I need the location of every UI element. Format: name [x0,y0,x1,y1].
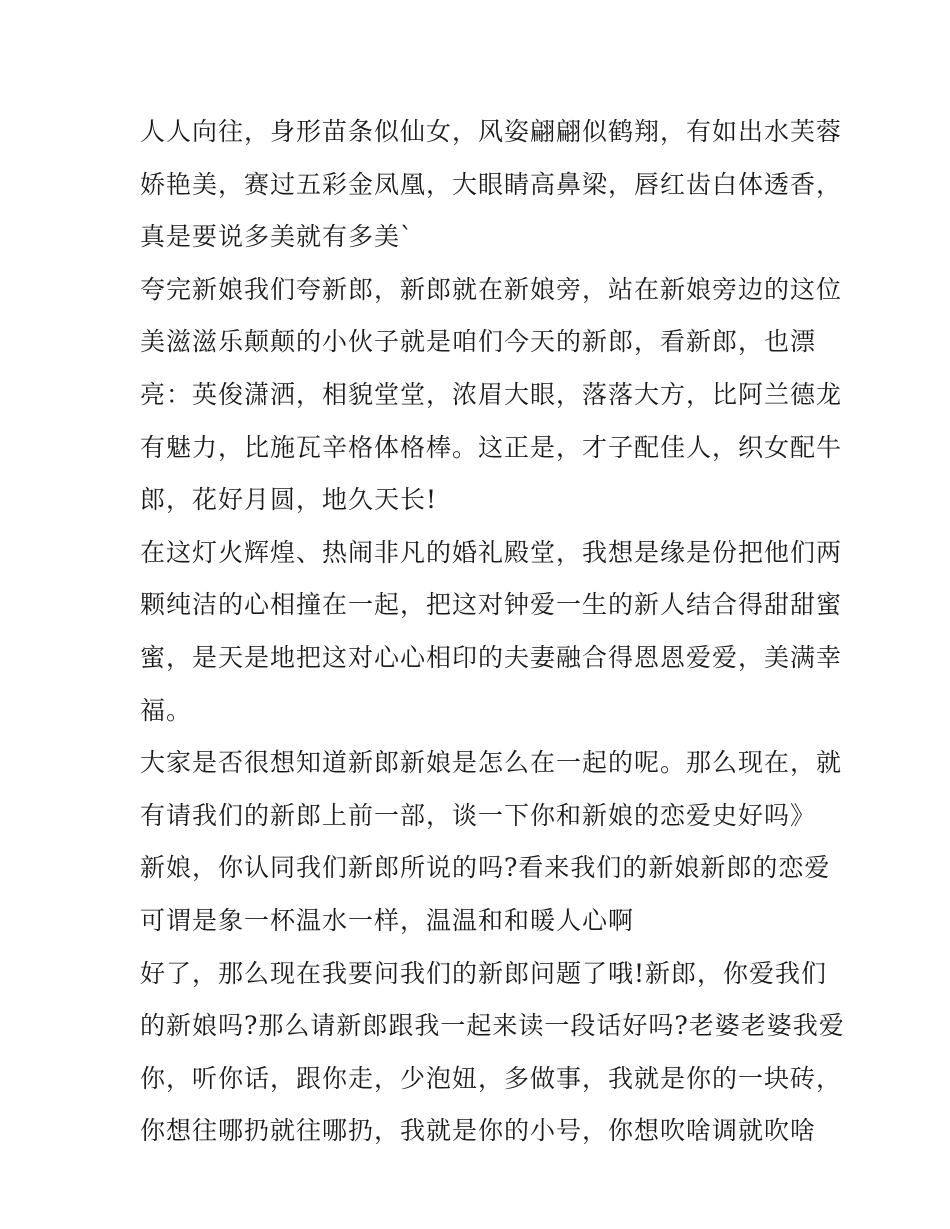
text-line: 真是要说多美就有多美` [140,222,414,252]
text-line: 美滋滋乐颠颠的小伙子就是咱们今天的新郎，看新郎，也漂 [140,327,817,357]
text-line: 娇艳美，赛过五彩金凤凰，大眼睛高鼻梁，唇红齿白体透香， [140,169,843,199]
text-line: 的新娘吗?那么请新郎跟我一起来读一段话好吗?老婆老婆我爱 [140,1011,845,1041]
text-line: 郎，花好月圆，地久天长! [140,485,438,515]
text-line: 可谓是象一杯温水一样，温温和和暖人心啊 [140,905,635,935]
text-line: 夸完新娘我们夸新郎，新郎就在新娘旁，站在新娘旁边的这位 [140,274,843,304]
text-line: 大家是否很想知道新郎新娘是怎么在一起的呢。那么现在，就 [140,748,843,778]
text-line: 有请我们的新郎上前一部，谈一下你和新娘的恋爱史好吗》 [140,800,817,830]
text-line: 新娘，你认同我们新郎所说的吗?看来我们的新娘新郎的恋爱 [140,853,831,883]
text-line: 在这灯火辉煌、热闹非凡的婚礼殿堂，我想是缘是份把他们两 [140,537,843,567]
body-text [140,106,845,1158]
text-line: 福。 [140,695,193,725]
text-line: 好了，那么现在我要问我们的新郎问题了哦!新郎，你爱我们 [140,958,828,988]
text-line: 蜜，是天是地把这对心心相印的夫妻融合得恩恩爱爱，美满幸 [140,642,843,672]
text-line: 你，听你话，跟你走，少泡妞，多做事，我就是你的一块砖， [140,1063,843,1093]
text-line: 你想往哪扔就往哪扔，我就是你的小号，你想吹啥调就吹啥 [140,1116,817,1146]
text-line: 有魅力，比施瓦辛格体格棒。这正是，才子配佳人，织女配牛 [140,432,843,462]
text-line: 颗纯洁的心相撞在一起，把这对钟爱一生的新人结合得甜甜蜜 [140,590,843,620]
text-line: 人人向往，身形苗条似仙女，风姿翩翩似鹤翔，有如出水芙蓉 [140,117,843,146]
text-line: 亮：英俊潇洒，相貌堂堂，浓眉大眼，落落大方，比阿兰德龙 [140,379,843,409]
